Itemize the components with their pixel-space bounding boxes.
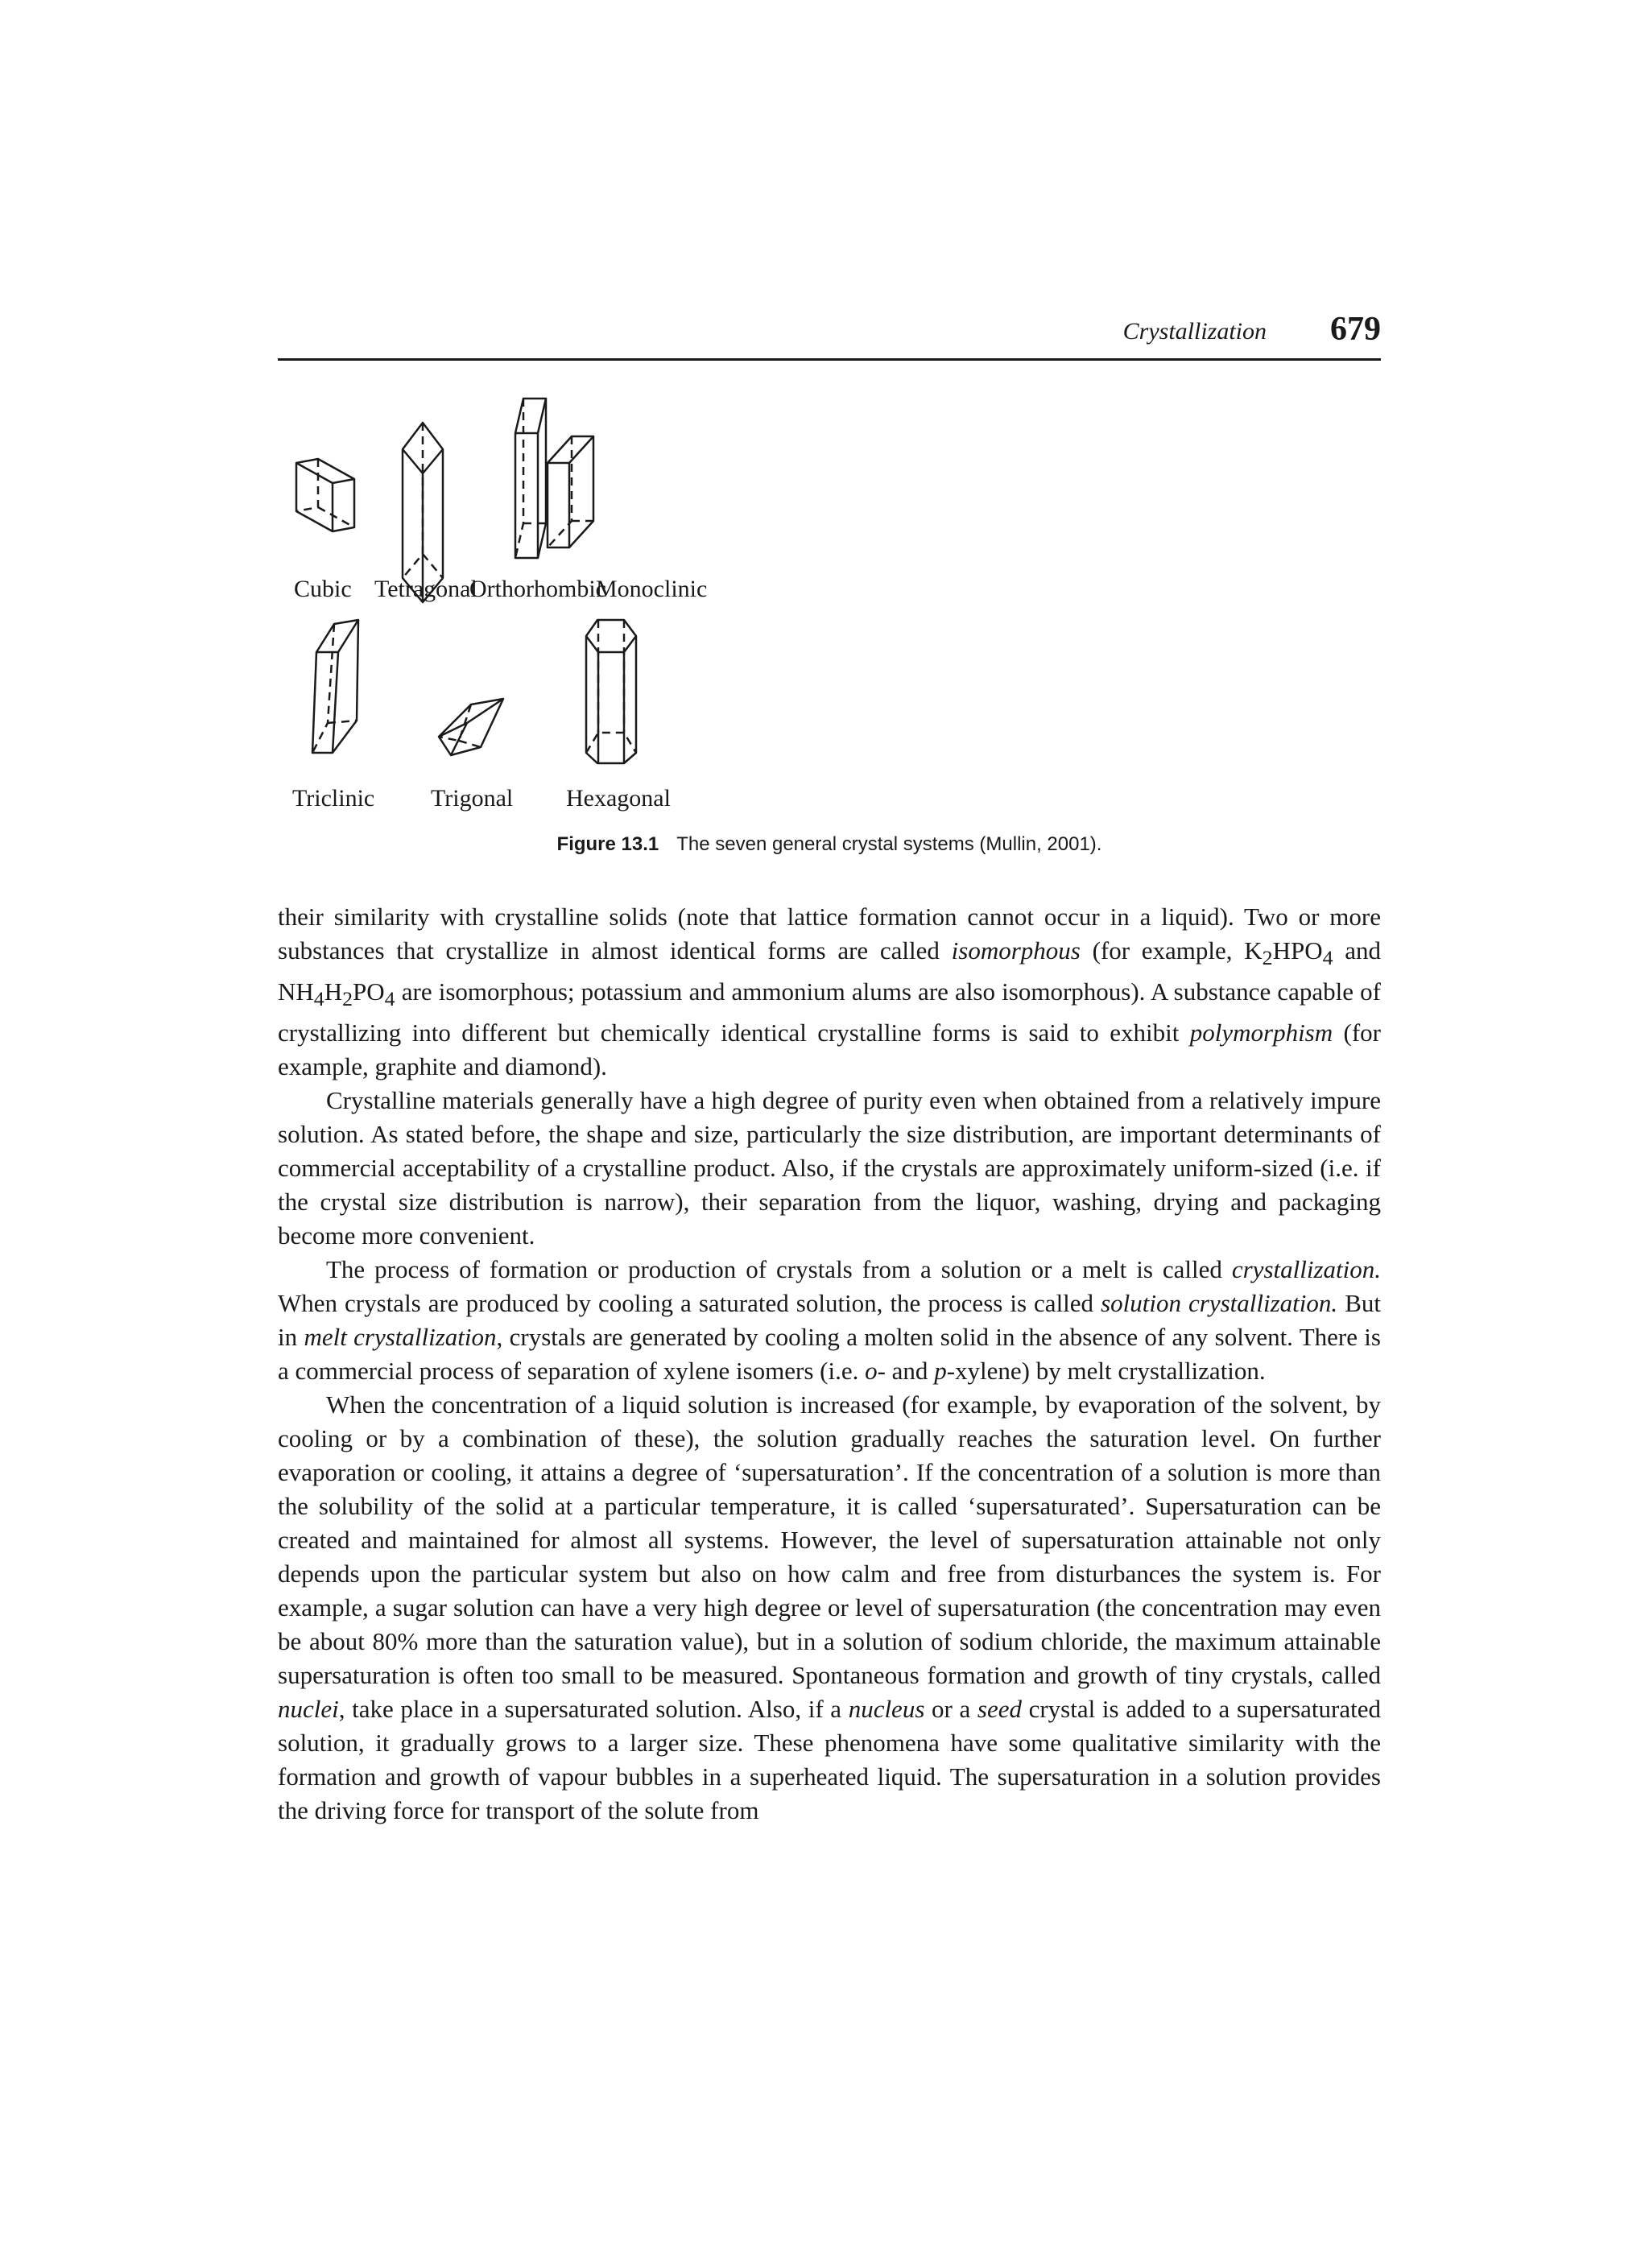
text-run: HPO (1272, 936, 1323, 965)
text-run: , crystals are generated by cooling a molten solid in the absence of any solvent. There is a commercial process of separation of xylene isomers (i.e. (278, 1323, 1381, 1386)
paragraph-2: Crystalline materials generally have a high degree of purity even when obtained from a relatively impure solution. As stated before, the shape and size, particularly the size distribution, are important determinants of commercial acceptability of a crystalline product. Also, if the crystals are approximately uniform-sized (i.e. if the crystal size distribution is narrow), their separation from the liquor, washing, drying and packaging become more convenient. (278, 1086, 1381, 1250)
text-run: PO (353, 977, 385, 1006)
text-run: their similarity with crystalline solids (note that lattice formation cannot occur in a liquid). Two or more substances that crystallize in almost identical forms are called (278, 903, 1381, 965)
text-run: (for example, graphite and diamond). (278, 1018, 1381, 1081)
subscript: 4 (1322, 946, 1333, 970)
paragraph-3 (278, 1253, 1381, 1388)
crystal-systems-diagram (278, 378, 1381, 829)
trigonal-crystal-drawing (439, 699, 503, 755)
subscript: 4 (313, 987, 324, 1011)
label-monoclinic: Monoclinic (596, 576, 708, 602)
text-run: -xylene) by melt crystallization. (946, 1357, 1266, 1386)
text-run: or a (924, 1695, 977, 1724)
text-run: When crystals are produced by cooling a saturated solution, the process is called (278, 1289, 1101, 1318)
cubic-crystal-drawing (296, 459, 354, 531)
subscript: 4 (384, 987, 395, 1011)
text-run: H (324, 977, 343, 1006)
paragraph-1 (278, 900, 1381, 1084)
label-tetragonal: Tetragonal (374, 576, 477, 602)
label-trigonal: Trigonal (431, 785, 514, 812)
text-run: (for example, K (1080, 936, 1263, 965)
text-run: are isomorphous; potassium and ammonium alums are also isomorphous). A substance capable of crystallizing into different but chemically identical crystalline forms is said to exhibit (278, 977, 1381, 1047)
paragraph-4 (278, 1388, 1381, 1828)
italic-o: o (865, 1357, 878, 1386)
term-nucleus: nucleus (848, 1695, 925, 1724)
label-cubic: Cubic (294, 576, 352, 602)
term-nuclei: nuclei (278, 1695, 339, 1724)
running-title: Crystallization (1122, 318, 1267, 345)
caption-label: Figure 13.1 (556, 833, 659, 855)
monoclinic-crystal-drawing (548, 436, 593, 547)
text-run: When the concentration of a liquid solution is increased (for example, by evaporation of the solvent, by cooling or by a combination of these), the solution gradually reaches the saturation level. On further evaporation or cooling, it attains a degree of ‘supersaturation’. If the concentration of a solution is more than the solubility of the solid at a particular temperature, it is called ‘supersaturated’. Supersaturation can be created and maintained for almost all systems. However, the level of supersaturation attainable not only depends upon the particular system but also on how calm and free from disturbances the system is. For example, a sugar solution can have a very high degree or level of supersaturation (the concentration may even be about 80% more than the saturation value), but in a solution of sodium chloride, the maximum attainable supersaturation is often too small to be measured. Spontaneous formation and growth of tiny crystals, called (278, 1390, 1381, 1690)
italic-p: p (934, 1357, 947, 1386)
term-seed: seed (977, 1695, 1022, 1724)
orthorhombic-crystal-drawing (515, 399, 546, 558)
text-run: - and (877, 1357, 935, 1386)
label-triclinic: Triclinic (292, 785, 375, 812)
triclinic-crystal-drawing (312, 620, 358, 753)
term-isomorphous: isomorphous (951, 936, 1081, 965)
text-run: The process of formation or production of crystals from a solution or a melt is called (326, 1255, 1232, 1284)
figure-caption (278, 833, 1381, 856)
text-run: But in (278, 1289, 1381, 1352)
figure-crystal-systems (278, 378, 1381, 878)
text-run: and NH (278, 936, 1381, 1006)
caption-text: The seven general crystal systems (Mullin, 2001). (676, 833, 1102, 855)
term-polymorphism: polymorphism (1189, 1018, 1333, 1047)
page-number: 679 (1330, 311, 1381, 348)
term-solution-crystallization: solution crystallization. (1101, 1289, 1338, 1318)
text-run: crystal is added to a supersaturated solution, it gradually grows to a larger size. These phenomena have some qualitative similarity with the formation and growth of vapour bubbles in a superheated liquid. The supersaturation in a solution provides the driving force for transport of the solute from (278, 1695, 1381, 1825)
page-header (278, 311, 1381, 361)
label-orthorhombic: Orthorhombic (469, 576, 606, 602)
term-crystallization: crystallization. (1231, 1255, 1381, 1284)
hexagonal-crystal-drawing (586, 620, 636, 763)
label-hexagonal: Hexagonal (566, 785, 671, 812)
term-melt-crystallization: melt crystallization (304, 1323, 497, 1352)
subscript: 2 (1262, 946, 1273, 970)
body-text (278, 900, 1381, 1828)
subscript: 2 (342, 987, 353, 1011)
text-run: , take place in a supersaturated solution. Also, if a (338, 1695, 849, 1724)
